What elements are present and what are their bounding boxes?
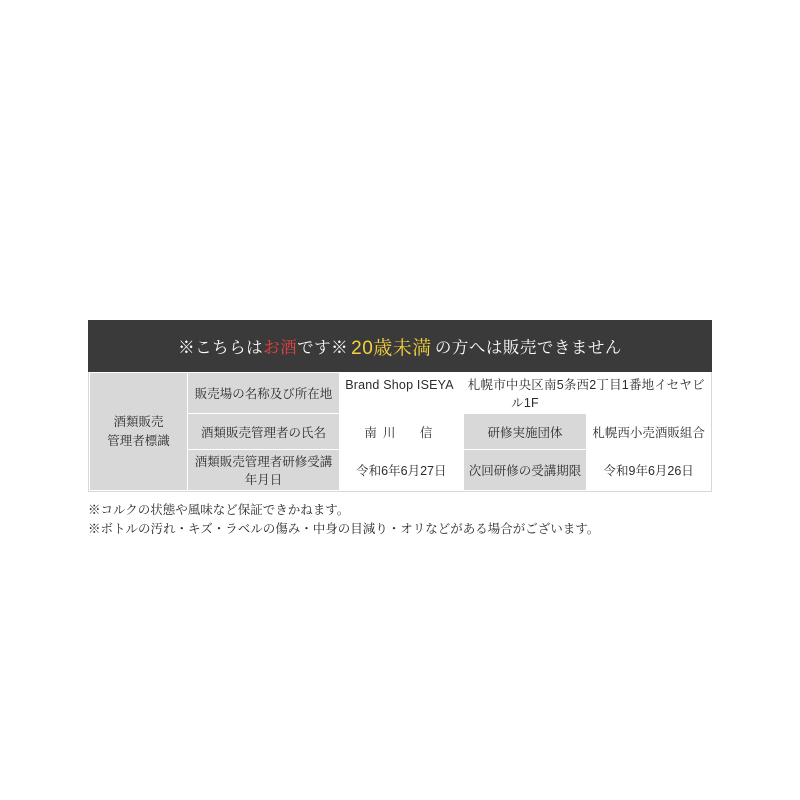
age-warning-banner <box>88 320 712 372</box>
shop-name: Brand Shop ISEYA <box>345 378 454 392</box>
disclaimer-notes <box>88 501 712 540</box>
shop-address: 札幌市中央区南5条西2丁目1番地イセヤビル1F <box>467 378 705 410</box>
row0-value <box>340 373 711 414</box>
banner-prefix-text: ※こちらは <box>178 339 264 357</box>
banner-alcohol-word: お酒 <box>263 339 298 357</box>
row1-label: 酒類販売管理者の氏名 <box>188 414 340 450</box>
banner-age-limit: 20歳未満 <box>351 337 432 359</box>
note-line-1: ※コルクの状態や風味など保証できかねます。 <box>88 503 350 517</box>
row2-label: 酒類販売管理者研修受講年月日 <box>188 450 340 491</box>
row0-label: 販売場の名称及び所在地 <box>188 373 340 414</box>
sign-table-frame <box>88 372 712 492</box>
manager-name: 南川 信 <box>364 425 439 440</box>
row2-value2: 令和9年6月26日 <box>587 450 711 491</box>
row1-label2: 研修実施団体 <box>463 414 587 450</box>
table-row <box>90 373 711 414</box>
sales-manager-table <box>89 372 711 491</box>
row2-label2: 次回研修の受講期限 <box>463 450 587 491</box>
row1-value <box>340 414 464 450</box>
banner-suffix-text: の方へは販売できません <box>434 339 622 357</box>
alcohol-sales-notice <box>88 320 712 540</box>
corner-label-line2: 管理者標識 <box>107 433 170 448</box>
corner-label-line1: 酒類販売 <box>113 414 164 429</box>
row2-value: 令和6年6月27日 <box>340 450 464 491</box>
table-corner-label <box>90 373 188 491</box>
banner-mid-text: です※ <box>297 339 349 357</box>
row1-value2: 札幌西小売酒販組合 <box>587 414 711 450</box>
note-line-2: ※ボトルの汚れ・キズ・ラベルの傷み・中身の目減り・オリなどがある場合がございます。 <box>88 522 600 537</box>
